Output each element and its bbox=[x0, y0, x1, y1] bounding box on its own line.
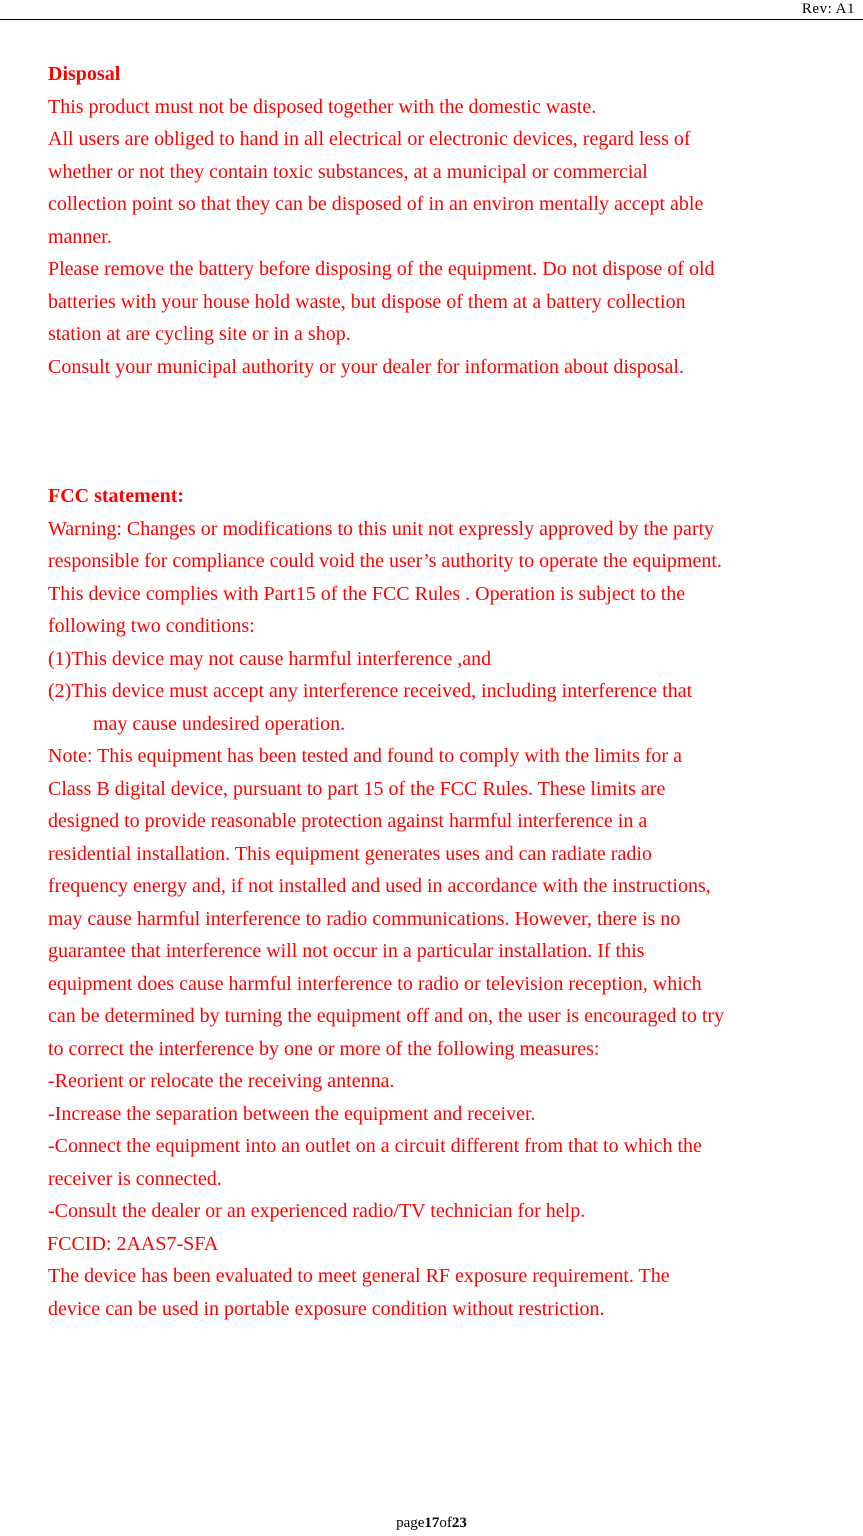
fcc-line: Warning: Changes or modifications to this unit not expressly approved by the party bbox=[48, 517, 715, 540]
page-current: 17 bbox=[424, 1515, 440, 1531]
disposal-line: collection point so that they can be disposed of in an environ mentally accept able bbox=[48, 193, 704, 215]
fcc-line: can be determined by turning the equipment off and on, the user is encouraged to try bbox=[48, 1005, 725, 1027]
disposal-line: manner. bbox=[48, 225, 112, 248]
disposal-line: This product must not be disposed together with the domestic waste. bbox=[48, 95, 597, 118]
disposal-line: batteries with your house hold waste, but dispose of them at a battery collection bbox=[48, 290, 686, 313]
fcc-line: frequency energy and, if not installed and used in accordance with the instructions, bbox=[48, 875, 711, 897]
fcc-line: designed to provide reasonable protection against harmful interference in a bbox=[48, 810, 648, 832]
fcc-line: Class B digital device, pursuant to part 15 of the FCC Rules. These limits are bbox=[48, 777, 666, 800]
fcc-line: may cause harmful interference to radio communications. However, there is no bbox=[48, 907, 681, 930]
page-total: 23 bbox=[451, 1515, 467, 1531]
fcc-line: receiver is connected. bbox=[48, 1167, 222, 1190]
fcc-line: -Increase the separation between the equipment and receiver. bbox=[48, 1102, 536, 1125]
page-number bbox=[0, 1514, 863, 1532]
disposal-line: Consult your municipal authority or your dealer for information about disposal. bbox=[48, 355, 684, 378]
fcc-line: (2)This device must accept any interference received, including interference that bbox=[48, 680, 693, 702]
disposal-line: whether or not they contain toxic substances, at a municipal or commercial bbox=[48, 160, 648, 183]
disposal-heading: Disposal bbox=[48, 63, 121, 85]
fcc-line: -Reorient or relocate the receiving antenna. bbox=[48, 1070, 395, 1092]
fcc-line: following two conditions: bbox=[48, 615, 255, 637]
disposal-line: All users are obliged to hand in all electrical or electronic devices, regard less of bbox=[48, 128, 691, 150]
revision-label: Rev: A1 bbox=[801, 1, 855, 17]
page-separator: of bbox=[439, 1515, 452, 1531]
fcc-heading: FCC statement: bbox=[48, 485, 185, 507]
fcc-line: residential installation. This equipment generates uses and can radiate radio bbox=[48, 842, 652, 865]
document-body bbox=[48, 58, 838, 1325]
fcc-line: equipment does cause harmful interference to radio or television reception, which bbox=[48, 972, 702, 995]
fcc-line-indented: may cause undesired operation. bbox=[93, 712, 346, 735]
fcc-line: This device complies with Part15 of the FCC Rules . Operation is subject to the bbox=[48, 582, 686, 605]
fcc-line: -Connect the equipment into an outlet on a circuit different from that to which the bbox=[48, 1135, 702, 1157]
fcc-line: Note: This equipment has been tested and found to comply with the limits for a bbox=[48, 745, 682, 767]
section-spacer bbox=[48, 383, 838, 480]
fcc-line: -Consult the dealer or an experienced radio/TV technician for help. bbox=[48, 1200, 586, 1222]
fcc-line: The device has been evaluated to meet general RF exposure requirement. The bbox=[48, 1265, 670, 1287]
disposal-line: station at are cycling site or in a shop. bbox=[48, 323, 351, 345]
page-prefix: page bbox=[396, 1515, 425, 1531]
fcc-line: (1)This device may not cause harmful interference ,and bbox=[48, 647, 492, 670]
header-divider bbox=[0, 19, 863, 20]
fcc-line: responsible for compliance could void the user’s authority to operate the equipment. bbox=[48, 550, 722, 572]
disposal-line: Please remove the battery before disposing of the equipment. Do not dispose of old bbox=[48, 258, 715, 280]
fcc-id-line: FCCID: 2AAS7-SFA bbox=[47, 1232, 219, 1255]
fcc-line: to correct the interference by one or more of the following measures: bbox=[48, 1037, 600, 1060]
fcc-line: device can be used in portable exposure condition without restriction. bbox=[48, 1297, 605, 1320]
fcc-line: guarantee that interference will not occur in a particular installation. If this bbox=[48, 940, 645, 962]
